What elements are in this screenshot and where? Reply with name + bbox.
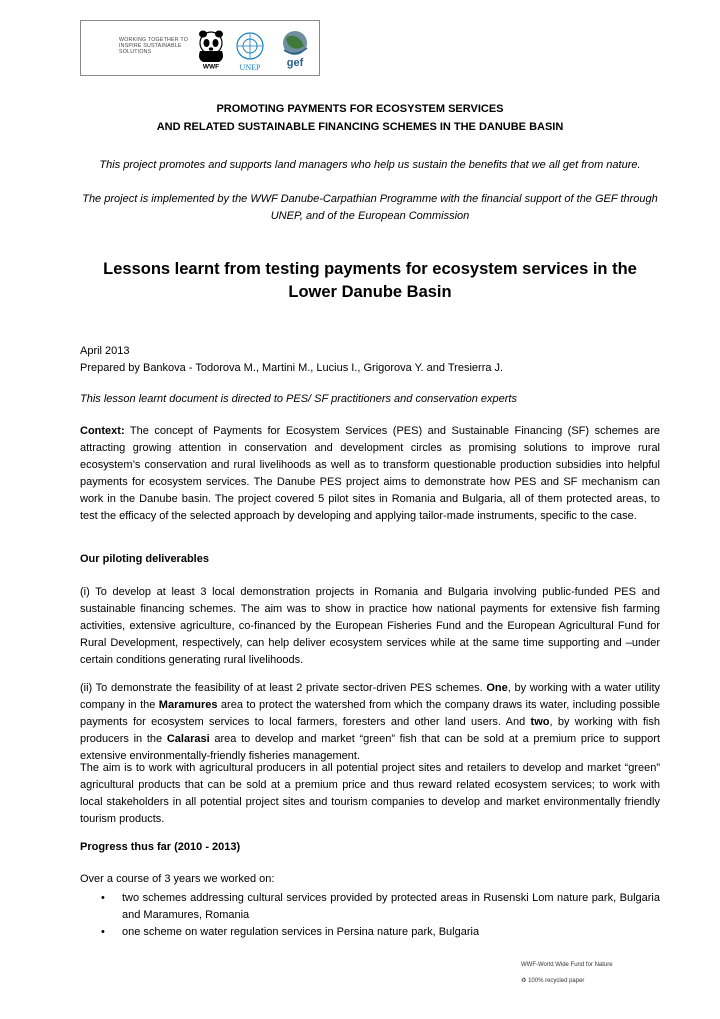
list-item bbox=[80, 890, 660, 924]
emphasis-two: two bbox=[530, 716, 550, 728]
aim-paragraph: The aim is to work with agricultural producers in all potential project sites and retailers to develop and market “green” agricultural products that can be sold at a premium price and thus reward related ecosystem services; to work with local stakeholders in all potential project sites and tourism companies to develop and market environmentally friendly tourism products. bbox=[80, 762, 660, 825]
emphasis-one: One bbox=[486, 682, 508, 694]
tagline-line: SOLUTIONS bbox=[119, 49, 152, 55]
header-line-1: PROMOTING PAYMENTS FOR ECOSYSTEM SERVICES bbox=[216, 103, 504, 115]
emphasis-calarasi: Calarasi bbox=[166, 733, 210, 745]
wwf-text: WWF bbox=[202, 63, 220, 69]
tagline bbox=[119, 37, 188, 55]
progress-intro: Over a course of 3 years we worked on: bbox=[80, 873, 275, 885]
intro-paragraph-2: The project is implemented by the WWF Danube-Carpathian Programme with the financial support of the GEF through UNEP, and of the European Commission bbox=[82, 193, 658, 222]
text-span: area to develop and market “green” fish that can be sold at a premium price to support extensive environmentally-friendly fisheries management. bbox=[80, 733, 661, 762]
deliverable-item-2 bbox=[80, 680, 660, 765]
emphasis-maramures: Maramures bbox=[158, 699, 218, 711]
bullet-icon: • bbox=[101, 926, 105, 938]
text-span: , by working with fish producers in the bbox=[80, 716, 660, 745]
deliverable-item-1: (i) To develop at least 3 local demonstration projects in Romania and Bulgaria involving public-funded PES and sustainable financing schemes. The aim was to show in practice how national payments for extensive fish farming activities, extensive agriculture, co-financed by the European Fisheries Fund and the European Agricultural Fund for Rural Development, respectively, can help deliver ecosystem services while at the same time supporting and –under certain conditions generating rural livelihoods. bbox=[80, 586, 660, 666]
footer-recycled bbox=[521, 977, 584, 984]
logo-banner bbox=[80, 20, 320, 76]
audience-note: This lesson learnt document is directed to PES/ SF practitioners and conservation experts bbox=[80, 393, 517, 405]
tagline-line: INSPIRE SUSTAINABLE bbox=[119, 43, 182, 49]
context-label: Context: bbox=[80, 425, 125, 437]
context-paragraph bbox=[80, 423, 660, 525]
recycle-icon: ♻ bbox=[521, 978, 527, 984]
authors: Prepared by Bankova - Todorova M., Martini M., Lucius I., Grigorova Y. and Tresierra J. bbox=[80, 362, 504, 374]
text-span: (ii) To demonstrate the feasibility of at least 2 private sector-driven PES schemes. bbox=[80, 682, 487, 694]
intro-paragraph-1: This project promotes and supports land managers who help us sustain the benefits that we all get from nature. bbox=[99, 159, 641, 171]
list-item bbox=[80, 924, 660, 941]
bullet-icon: • bbox=[101, 892, 105, 904]
unep-text: UNEP bbox=[239, 63, 261, 72]
text-span: area to protect the watershed from which the company draws its water, including possible payments for ecosystem services to local farmers, foresters and other land users. And bbox=[80, 699, 660, 728]
recycled-text: 100% recycled paper bbox=[528, 978, 585, 984]
gef-text: gef bbox=[286, 57, 304, 69]
gef-logo bbox=[275, 28, 315, 70]
list-item-text: two schemes addressing cultural services provided by protected areas in Rusenski Lom nature park, Bulgaria and Maramures, Romania bbox=[122, 892, 660, 921]
context-text: The concept of Payments for Ecosystem Services (PES) and Sustainable Financing (SF) schemes are attracting growing attention in conservation and development circles as promising solutions to improve rural ecosystem’s conservation and rural livelihoods as well as to transform questionable production subsidies into helpful payments for ecosystem services. The Danube PES project aims to demonstrate how PES and SF mechanism can work in the Danube basin. The project covered 5 pilot sites in Romania and Bulgaria, all of them protected areas, to test the efficacy of the selected approach by developing and applying tailor-made instruments, specific to the case. bbox=[80, 425, 660, 522]
progress-list bbox=[80, 890, 660, 941]
document-title: Lessons learnt from testing payments for ecosystem services in the Lower Danube Basin bbox=[103, 260, 637, 301]
deliverables-heading: Our piloting deliverables bbox=[80, 553, 209, 565]
list-item-text: one scheme on water regulation services in Persina nature park, Bulgaria bbox=[122, 926, 480, 938]
text-span: , by working with a water utility company in the bbox=[80, 682, 661, 711]
date: April 2013 bbox=[80, 345, 130, 357]
tagline-line: WORKING TOGETHER TO bbox=[119, 37, 189, 43]
footer-org: WWF-World Wide Fund for Nature bbox=[521, 962, 613, 968]
wwf-panda-logo bbox=[194, 29, 228, 69]
header-line-2: AND RELATED SUSTAINABLE FINANCING SCHEMES IN THE DANUBE BASIN bbox=[156, 121, 564, 133]
progress-heading: Progress thus far (2010 - 2013) bbox=[80, 841, 241, 853]
unep-logo bbox=[231, 29, 269, 73]
